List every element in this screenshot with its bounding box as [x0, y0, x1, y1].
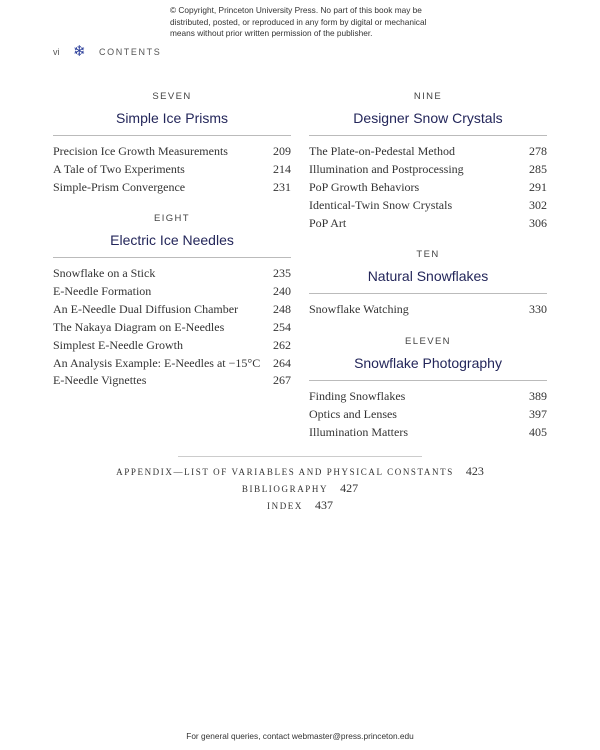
toc-entry[interactable]: [53, 143, 291, 161]
entry-page: 209: [273, 144, 291, 158]
divider: [309, 293, 547, 294]
chapter-ten: [309, 249, 547, 319]
entry-page: 302: [529, 197, 547, 212]
copyright-notice: [170, 5, 450, 40]
copyright-line: © Copyright, Princeton University Press. No part of this book may be: [170, 5, 422, 15]
entry-page: 291: [529, 179, 547, 194]
running-head-title: CONTENTS: [99, 47, 162, 57]
entry-page: 306: [529, 215, 547, 230]
entry-title: Precision Ice Growth Measurements: [53, 144, 228, 158]
entry-page: 405: [529, 424, 547, 439]
divider: [309, 135, 547, 136]
copyright-line: distributed, posted, or reproduced in any form by digital or mechanical: [170, 16, 427, 27]
entry-page: 240: [273, 283, 291, 298]
chapter-number: TEN: [416, 249, 440, 260]
copyright-line: means without prior written permission of the publisher.: [170, 28, 373, 38]
divider: [309, 380, 547, 381]
entry-page: 278: [529, 144, 547, 158]
toc-entry[interactable]: [309, 197, 547, 215]
chapter-title: Simple Ice Prisms: [115, 110, 229, 126]
back-matter-appendix[interactable]: [0, 464, 600, 479]
entry-title: Snowflake on a Stick: [53, 266, 156, 280]
snowflake-icon: ❄: [73, 43, 86, 60]
entry-title: An E-Needle Dual Diffusion Chamber: [53, 301, 239, 316]
chapter-seven: [53, 91, 291, 197]
entry-title: Simplest E-Needle Growth: [53, 337, 183, 352]
divider: [53, 135, 291, 136]
entry-title: PoP Growth Behaviors: [309, 179, 420, 194]
entry-page: 267: [273, 373, 291, 388]
back-matter-index[interactable]: [0, 498, 600, 513]
toc-entry[interactable]: [309, 143, 547, 161]
entry-title: Snowflake Watching: [309, 302, 409, 316]
chapter-number: SEVEN: [152, 91, 192, 102]
entry-page: 214: [273, 161, 291, 176]
chapter-title: Designer Snow Crystals: [353, 110, 503, 126]
toc-entry[interactable]: [309, 388, 547, 406]
back-matter-page: 423: [465, 464, 484, 478]
entry-page: 235: [273, 266, 291, 280]
entry-page: 248: [273, 301, 291, 316]
entry-title: A Tale of Two Experiments: [53, 161, 185, 176]
entry-page: 285: [529, 161, 547, 176]
entry-title: Identical-Twin Snow Crystals: [309, 197, 453, 212]
chapter-eleven: [309, 336, 547, 442]
entry-page: 231: [273, 179, 291, 194]
back-matter-page: 427: [340, 481, 359, 495]
chapter-eight: [53, 213, 291, 390]
page-number: vi: [53, 47, 60, 57]
entry-title: Optics and Lenses: [309, 406, 397, 421]
chapter-title: Snowflake Photography: [354, 355, 502, 371]
chapter-nine: [309, 91, 547, 233]
entry-title: Illumination Matters: [309, 424, 408, 439]
toc-entry[interactable]: [309, 406, 547, 424]
footer: For general queries, contact webmaster@press.princeton.edu: [186, 731, 414, 741]
toc-entry[interactable]: [53, 161, 291, 179]
entry-page: 397: [529, 406, 547, 421]
entry-page: 262: [273, 337, 291, 352]
running-head: [53, 43, 162, 60]
divider: [53, 257, 291, 258]
back-matter-title: APPENDIX—LIST OF VARIABLES AND PHYSICAL CONSTANTS: [116, 467, 454, 477]
back-matter-bibliography[interactable]: [0, 481, 600, 496]
entry-page: 330: [529, 302, 547, 316]
entry-title: The Plate-on-Pedestal Method: [309, 144, 455, 158]
chapter-number: NINE: [413, 91, 443, 102]
toc-entry[interactable]: [309, 215, 547, 233]
entry-title: Simple-Prism Convergence: [53, 179, 186, 194]
toc-entry[interactable]: [53, 337, 291, 355]
chapter-title: Natural Snowflakes: [367, 268, 489, 284]
toc-entry[interactable]: [309, 301, 547, 319]
entry-page: 264: [273, 355, 291, 370]
toc-entry[interactable]: [309, 424, 547, 442]
toc-entry[interactable]: [53, 265, 291, 283]
entry-title: The Nakaya Diagram on E-Needles: [53, 319, 225, 334]
entry-title: E-Needle Vignettes: [53, 373, 147, 388]
back-matter-title: BIBLIOGRAPHY: [241, 484, 329, 494]
toc-entry[interactable]: [53, 301, 291, 319]
back-matter-title: INDEX: [267, 501, 303, 511]
toc-entry[interactable]: [53, 319, 291, 337]
entry-page: 389: [529, 389, 547, 403]
entry-title: E-Needle Formation: [53, 283, 152, 298]
entry-title: PoP Art: [309, 215, 347, 230]
toc-entry[interactable]: [53, 179, 291, 197]
toc-entry[interactable]: [309, 179, 547, 197]
chapter-title: Electric Ice Needles: [110, 232, 234, 248]
toc-entry[interactable]: [53, 283, 291, 301]
entry-title: Illumination and Postprocessing: [309, 161, 464, 176]
entry-page: 254: [273, 319, 291, 334]
entry-title: An Analysis Example: E-Needles at −15°C: [53, 355, 261, 370]
chapter-number: ELEVEN: [405, 336, 451, 347]
entry-title: Finding Snowflakes: [309, 389, 406, 403]
divider: [178, 456, 422, 457]
chapter-number: EIGHT: [153, 213, 191, 224]
toc-entry[interactable]: [309, 161, 547, 179]
toc-entry[interactable]: [53, 372, 291, 390]
toc-entry[interactable]: [53, 355, 291, 373]
back-matter-page: 437: [315, 498, 333, 512]
